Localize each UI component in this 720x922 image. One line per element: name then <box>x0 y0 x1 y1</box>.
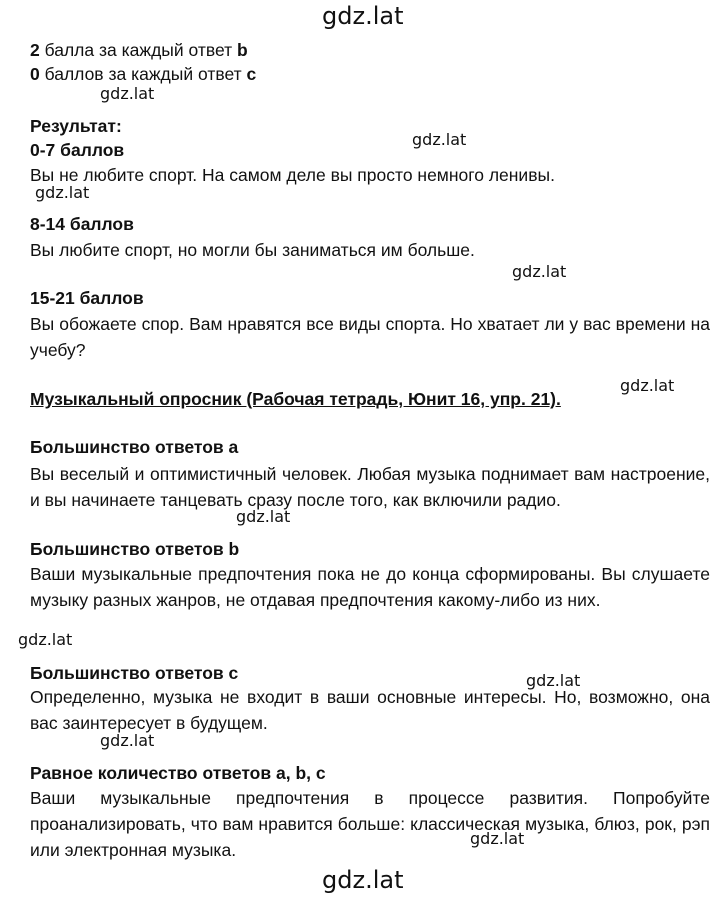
scoring-c-text: баллов за каждый ответ <box>39 64 247 84</box>
watermark-9: gdz.lat <box>100 731 155 750</box>
result-3-title: 15-21 баллов <box>30 288 144 308</box>
music-c-title: Большинство ответов c <box>30 663 239 683</box>
watermark-6: gdz.lat <box>236 507 291 526</box>
music-heading: Музыкальный опросник (Рабочая тетрадь, Юнит 16, упр. 21). <box>30 389 561 409</box>
music-abc-text: Ваши музыкальные предпочтения в процессе развития. Попробуйте проанализировать, что вам нравится больше: классическая музыка, блюз, рок, рэп или электронная музыка. <box>30 788 710 860</box>
result-1-text: Вы не любите спорт. На самом деле вы просто немного ленивы. <box>30 165 555 185</box>
music-a-title: Большинство ответов а <box>30 437 239 457</box>
result-heading: Результат: <box>30 116 122 136</box>
scoring-b-letter: b <box>237 40 248 60</box>
watermark-bottom: gdz.lat <box>322 866 404 894</box>
watermark-top: gdz.lat <box>322 2 404 30</box>
watermark-7: gdz.lat <box>18 630 73 649</box>
watermark-4: gdz.lat <box>512 262 567 281</box>
scoring-c-line <box>30 64 256 85</box>
music-c-text: Определенно, музыка не входит в ваши основные интересы. Но, возможно, она вас заинтересует в будущем. <box>30 687 710 733</box>
watermark-3: gdz.lat <box>35 183 90 202</box>
scoring-b-points: 2 <box>30 40 40 60</box>
watermark-8: gdz.lat <box>526 671 581 690</box>
scoring-c-letter: c <box>246 64 257 84</box>
result-2-title: 8-14 баллов <box>30 214 134 234</box>
watermark-5: gdz.lat <box>620 376 675 395</box>
scoring-b-text: балла за каждый ответ <box>39 40 237 60</box>
scoring-b-line <box>30 40 248 61</box>
result-1-title: 0-7 баллов <box>30 140 125 160</box>
watermark-1: gdz.lat <box>100 84 155 103</box>
music-abc-title: Равное количество ответов a, b, c <box>30 763 326 783</box>
watermark-10: gdz.lat <box>470 829 525 848</box>
music-a-text: Вы веселый и оптимистичный человек. Любая музыка поднимает вам настроение, и вы начинаете танцевать сразу после того, как включили радио. <box>30 464 710 510</box>
result-3-text: Вы обожаете спор. Вам нравятся все виды спорта. Но хватает ли у вас времени на учебу? <box>30 314 710 360</box>
music-b-text: Ваши музыкальные предпочтения пока не до конца сформированы. Вы слушаете музыку разных жанров, не отдавая предпочтения какому-либо из них. <box>30 564 710 610</box>
scoring-c-points: 0 <box>30 64 40 84</box>
music-b-title: Большинство ответов b <box>30 539 240 559</box>
watermark-2: gdz.lat <box>412 130 467 149</box>
result-2-text: Вы любите спорт, но могли бы заниматься им больше. <box>30 240 475 260</box>
